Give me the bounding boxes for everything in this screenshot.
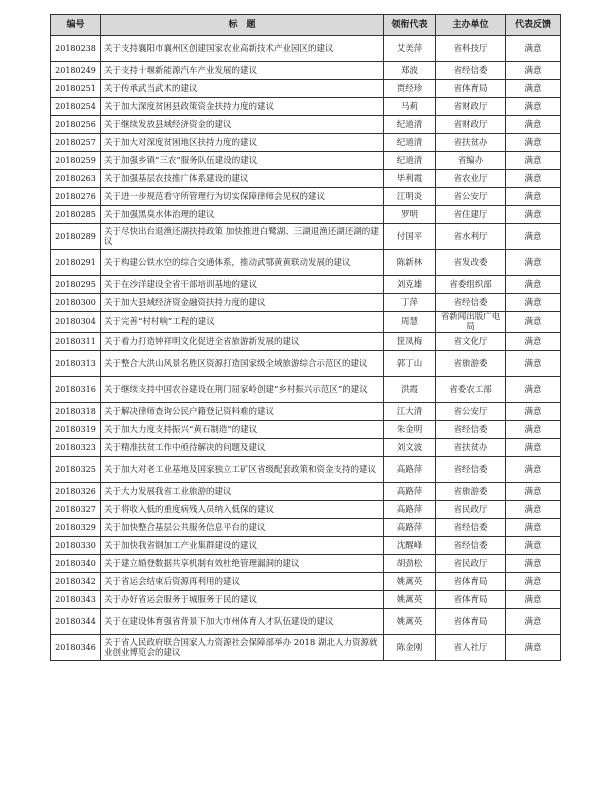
table-cell-feedback: 满意 xyxy=(506,403,561,421)
table-cell-code: 20180291 xyxy=(51,250,101,276)
table-cell-code: 20180323 xyxy=(51,439,101,457)
table-cell-host-unit: 省旅游委 xyxy=(436,351,506,377)
table-cell-host-unit: 省文化厅 xyxy=(436,333,506,351)
proposal-table xyxy=(50,14,561,661)
table-cell-representative: 贾经珍 xyxy=(384,80,436,98)
table-cell-representative: 陈新林 xyxy=(384,250,436,276)
table-cell-feedback: 满意 xyxy=(506,421,561,439)
table-row xyxy=(51,501,561,519)
table-cell-code: 20180329 xyxy=(51,519,101,537)
table-cell-title: 关于加大力度支持振兴“黄石制造”的建议 xyxy=(101,421,384,439)
table-cell-title: 关于加快我省钢加工产业集群建设的建议 xyxy=(101,537,384,555)
table-cell-code: 20180257 xyxy=(51,134,101,152)
table-cell-host-unit: 省经信委 xyxy=(436,519,506,537)
table-cell-representative: 罗明 xyxy=(384,206,436,224)
table-row xyxy=(51,294,561,312)
table-row xyxy=(51,351,561,377)
table-cell-representative: 江大清 xyxy=(384,403,436,421)
table-row xyxy=(51,573,561,591)
table-cell-code: 20180295 xyxy=(51,276,101,294)
table-cell-representative: 高路萍 xyxy=(384,457,436,483)
table-cell-host-unit: 省民政厅 xyxy=(436,555,506,573)
table-cell-feedback: 满意 xyxy=(506,80,561,98)
table-cell-representative: 丁萍 xyxy=(384,294,436,312)
table-cell-feedback: 满意 xyxy=(506,483,561,501)
table-cell-title: 关于加强基层农技推广体系建设的建议 xyxy=(101,170,384,188)
header-feedback: 代表反馈 xyxy=(506,15,561,36)
table-cell-code: 20180326 xyxy=(51,483,101,501)
table-cell-code: 20180276 xyxy=(51,188,101,206)
table-cell-representative: 高路萍 xyxy=(384,483,436,501)
table-cell-feedback: 满意 xyxy=(506,312,561,333)
table-row xyxy=(51,250,561,276)
table-cell-title: 关于尽快出台退渔还湖扶持政策 加快推进白鹭湖、三湖退渔还湖还湖的建议 xyxy=(101,224,384,250)
table-cell-title: 关于将收入低的重度病残人员纳入低保的建议 xyxy=(101,501,384,519)
table-cell-feedback: 满意 xyxy=(506,555,561,573)
table-cell-feedback: 满意 xyxy=(506,116,561,134)
table-cell-title: 关于构建公铁水空的综合交通体系，推动武鄂黄黄联动发展的建议 xyxy=(101,250,384,276)
table-cell-feedback: 满意 xyxy=(506,457,561,483)
table-cell-code: 20180340 xyxy=(51,555,101,573)
table-cell-host-unit: 省水利厅 xyxy=(436,224,506,250)
table-cell-feedback: 满意 xyxy=(506,439,561,457)
table-cell-feedback: 满意 xyxy=(506,351,561,377)
table-cell-host-unit: 省农业厅 xyxy=(436,170,506,188)
table-row xyxy=(51,116,561,134)
table-row xyxy=(51,635,561,661)
table-cell-code: 20180343 xyxy=(51,591,101,609)
table-cell-title: 关于在建设体育强省背景下加大市州体育人才队伍建设的建议 xyxy=(101,609,384,635)
table-cell-code: 20180319 xyxy=(51,421,101,439)
table-cell-title: 关于加强黑臭水体治理的建议 xyxy=(101,206,384,224)
table-cell-representative: 胡劲松 xyxy=(384,555,436,573)
table-cell-title: 关于在沙洋建设全省干部培训基地的建议 xyxy=(101,276,384,294)
table-cell-title: 关于加大对深度贫困地区扶持力度的建议 xyxy=(101,134,384,152)
table-cell-representative: 纪道清 xyxy=(384,116,436,134)
table-cell-feedback: 满意 xyxy=(506,573,561,591)
table-row xyxy=(51,439,561,457)
table-cell-host-unit: 省住建厅 xyxy=(436,206,506,224)
table-row xyxy=(51,312,561,333)
table-cell-title: 关于建立婚登数据共享机制有效杜绝管理漏洞的建议 xyxy=(101,555,384,573)
table-cell-representative: 姚蓠英 xyxy=(384,573,436,591)
table-row xyxy=(51,333,561,351)
table-cell-representative: 郭丁山 xyxy=(384,351,436,377)
table-cell-code: 20180346 xyxy=(51,635,101,661)
table-cell-host-unit: 省民政厅 xyxy=(436,501,506,519)
table-cell-title: 关于整合大洪山风景名胜区资源打造国家级全域旅游综合示范区的建议 xyxy=(101,351,384,377)
table-cell-host-unit: 省经信委 xyxy=(436,421,506,439)
table-cell-representative: 纪道清 xyxy=(384,134,436,152)
table-cell-feedback: 满意 xyxy=(506,276,561,294)
table-cell-feedback: 满意 xyxy=(506,591,561,609)
table-cell-feedback: 满意 xyxy=(506,62,561,80)
table-cell-code: 20180304 xyxy=(51,312,101,333)
table-cell-representative: 刘文波 xyxy=(384,439,436,457)
table-row xyxy=(51,98,561,116)
table-cell-host-unit: 省扶贫办 xyxy=(436,439,506,457)
table-cell-feedback: 满意 xyxy=(506,609,561,635)
table-cell-title: 关于继续发放县域经济资金的建议 xyxy=(101,116,384,134)
table-cell-code: 20180238 xyxy=(51,36,101,62)
table-cell-host-unit: 省经信委 xyxy=(436,294,506,312)
table-row xyxy=(51,134,561,152)
table-cell-feedback: 满意 xyxy=(506,36,561,62)
table-cell-code: 20180330 xyxy=(51,537,101,555)
table-cell-title: 关于解决律师查询公民户籍登记资料难的建议 xyxy=(101,403,384,421)
table-cell-feedback: 满意 xyxy=(506,377,561,403)
table-cell-title: 关于继续支持中国农谷建设在荆门屈家岭创建“乡村振兴示范区”的建议 xyxy=(101,377,384,403)
table-cell-feedback: 满意 xyxy=(506,206,561,224)
table-cell-code: 20180311 xyxy=(51,333,101,351)
table-cell-code: 20180300 xyxy=(51,294,101,312)
table-row xyxy=(51,62,561,80)
table-cell-host-unit: 省发改委 xyxy=(436,250,506,276)
table-row xyxy=(51,152,561,170)
table-cell-representative: 付国平 xyxy=(384,224,436,250)
table-cell-code: 20180327 xyxy=(51,501,101,519)
table-cell-feedback: 满意 xyxy=(506,188,561,206)
table-cell-title: 关于加强乡镇“三农”服务队伍建设的建议 xyxy=(101,152,384,170)
table-cell-feedback: 满意 xyxy=(506,98,561,116)
table-cell-representative: 高路萍 xyxy=(384,501,436,519)
table-cell-code: 20180325 xyxy=(51,457,101,483)
table-cell-feedback: 满意 xyxy=(506,152,561,170)
table-cell-code: 20180289 xyxy=(51,224,101,250)
table-cell-host-unit: 省体育局 xyxy=(436,591,506,609)
table-cell-title: 关于大力发展我省工业旅游的建议 xyxy=(101,483,384,501)
table-cell-representative: 沈醒峰 xyxy=(384,537,436,555)
table-cell-host-unit: 省经信委 xyxy=(436,537,506,555)
table-cell-feedback: 满意 xyxy=(506,250,561,276)
table-cell-representative: 刘克雄 xyxy=(384,276,436,294)
table-cell-representative: 陈金刚 xyxy=(384,635,436,661)
table-cell-title: 关于完善“村村响”工程的建议 xyxy=(101,312,384,333)
table-cell-representative: 姚蓠英 xyxy=(384,591,436,609)
table-header-row xyxy=(51,15,561,36)
table-row xyxy=(51,537,561,555)
table-cell-host-unit: 省编办 xyxy=(436,152,506,170)
table-cell-code: 20180316 xyxy=(51,377,101,403)
table-row xyxy=(51,609,561,635)
table-cell-representative: 周慧 xyxy=(384,312,436,333)
table-cell-representative: 纪道清 xyxy=(384,152,436,170)
table-cell-title: 关于加大对老工业基地及国家独立工矿区省级配套政策和资金支持的建议 xyxy=(101,457,384,483)
table-cell-code: 20180342 xyxy=(51,573,101,591)
table-cell-representative: 筐凤梅 xyxy=(384,333,436,351)
table-cell-title: 关于着力打造钟祥明文化促进全省旅游新发展的建议 xyxy=(101,333,384,351)
header-code: 编号 xyxy=(51,15,101,36)
table-cell-code: 20180263 xyxy=(51,170,101,188)
table-cell-representative: 郑波 xyxy=(384,62,436,80)
table-row xyxy=(51,483,561,501)
table-cell-title: 关于加大深度贫困县政策资金扶持力度的建议 xyxy=(101,98,384,116)
table-cell-host-unit: 省委农工部 xyxy=(436,377,506,403)
table-cell-title: 关于省人民政府联合国家人力资源社会保障部举办 2018 湖北人力资源就业创业博览会的建议 xyxy=(101,635,384,661)
table-cell-feedback: 满意 xyxy=(506,294,561,312)
table-row xyxy=(51,457,561,483)
table-cell-feedback: 满意 xyxy=(506,519,561,537)
table-cell-host-unit: 省体育局 xyxy=(436,609,506,635)
table-cell-host-unit: 省财政厅 xyxy=(436,98,506,116)
table-row xyxy=(51,224,561,250)
table-cell-host-unit: 省经信委 xyxy=(436,62,506,80)
table-cell-representative: 艾美萍 xyxy=(384,36,436,62)
table-cell-code: 20180251 xyxy=(51,80,101,98)
table-cell-representative: 高路萍 xyxy=(384,519,436,537)
header-host-unit: 主办单位 xyxy=(436,15,506,36)
table-row xyxy=(51,555,561,573)
table-cell-code: 20180318 xyxy=(51,403,101,421)
table-row xyxy=(51,591,561,609)
table-cell-representative: 洪霞 xyxy=(384,377,436,403)
table-cell-code: 20180285 xyxy=(51,206,101,224)
header-title: 标 题 xyxy=(101,15,384,36)
table-cell-code: 20180259 xyxy=(51,152,101,170)
table-row xyxy=(51,276,561,294)
table-cell-representative: 朱金明 xyxy=(384,421,436,439)
table-cell-host-unit: 省体育局 xyxy=(436,573,506,591)
table-cell-host-unit: 省扶贫办 xyxy=(436,134,506,152)
table-cell-host-unit: 省新闻出版广电局 xyxy=(436,312,506,333)
table-row xyxy=(51,170,561,188)
table-cell-title: 关于办好省运会服务于城服务于民的建议 xyxy=(101,591,384,609)
table-cell-code: 20180254 xyxy=(51,98,101,116)
table-row xyxy=(51,36,561,62)
table-body xyxy=(51,36,561,661)
table-cell-representative: 毕利霞 xyxy=(384,170,436,188)
table-cell-feedback: 满意 xyxy=(506,501,561,519)
table-cell-code: 20180249 xyxy=(51,62,101,80)
table-row xyxy=(51,377,561,403)
table-cell-code: 20180344 xyxy=(51,609,101,635)
table-cell-code: 20180313 xyxy=(51,351,101,377)
table-cell-title: 关于加大县域经济资金融资扶持力度的建议 xyxy=(101,294,384,312)
table-cell-feedback: 满意 xyxy=(506,635,561,661)
table-cell-title: 关于支持襄阳市襄州区创建国家农业高新技术产业园区的建议 xyxy=(101,36,384,62)
table-cell-host-unit: 省公安厅 xyxy=(436,188,506,206)
table-cell-representative: 马莉 xyxy=(384,98,436,116)
table-cell-host-unit: 省经信委 xyxy=(436,457,506,483)
table-row xyxy=(51,188,561,206)
table-cell-feedback: 满意 xyxy=(506,224,561,250)
table-cell-host-unit: 省公安厅 xyxy=(436,403,506,421)
table-cell-representative: 江明炎 xyxy=(384,188,436,206)
table-cell-host-unit: 省委组织部 xyxy=(436,276,506,294)
table-cell-feedback: 满意 xyxy=(506,333,561,351)
table-cell-title: 关于省运会结束后资源再利用的建议 xyxy=(101,573,384,591)
table-cell-host-unit: 省体育局 xyxy=(436,80,506,98)
table-cell-host-unit: 省人社厅 xyxy=(436,635,506,661)
header-lead-representative: 领衔代表 xyxy=(384,15,436,36)
table-row xyxy=(51,206,561,224)
table-row xyxy=(51,421,561,439)
table-cell-title: 关于精准扶贫工作中亟待解决的问题及建议 xyxy=(101,439,384,457)
table-row xyxy=(51,519,561,537)
table-cell-feedback: 满意 xyxy=(506,537,561,555)
table-cell-title: 关于传承武当武术的建议 xyxy=(101,80,384,98)
table-row xyxy=(51,403,561,421)
table-cell-title: 关于支持十堰新能源汽车产业发展的建议 xyxy=(101,62,384,80)
table-cell-host-unit: 省财政厅 xyxy=(436,116,506,134)
table-cell-host-unit: 省旅游委 xyxy=(436,483,506,501)
table-cell-title: 关于加快整合基层公共服务信息平台的建议 xyxy=(101,519,384,537)
table-cell-title: 关于进一步规范看守所管理行为切实保障律师会见权的建议 xyxy=(101,188,384,206)
table-cell-code: 20180256 xyxy=(51,116,101,134)
table-cell-host-unit: 省科技厅 xyxy=(436,36,506,62)
table-cell-feedback: 满意 xyxy=(506,170,561,188)
table-row xyxy=(51,80,561,98)
table-cell-representative: 姚蓠英 xyxy=(384,609,436,635)
table-cell-feedback: 满意 xyxy=(506,134,561,152)
